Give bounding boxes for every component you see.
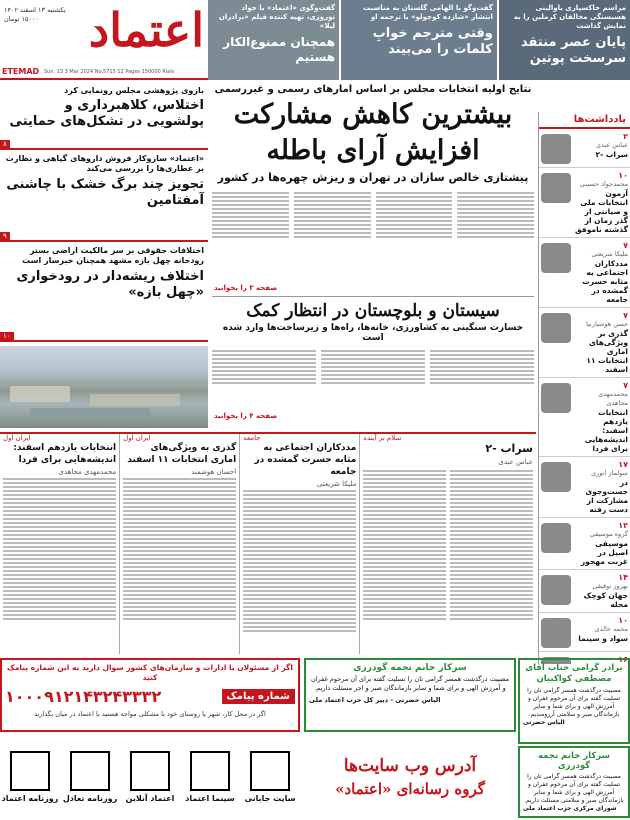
- sms-label: شماره پیامک: [222, 689, 295, 704]
- sidebar-note-text: [575, 573, 628, 609]
- column-4-title: انتخابات یازدهم اسفند: اندیشه‌هایی برای فردا: [13, 443, 117, 465]
- teaser-3-title: همچنان ممنوع‌الکار هستیم: [223, 35, 336, 64]
- teaser-3-kicker: گفت‌وگوی «اعتماد» با جواد نوروزی، تهیه کننده فیلم «برادران لیلا»: [218, 4, 336, 30]
- sidebar-note-page: ۱۶: [618, 655, 628, 664]
- masthead-issue-line: Sun. 13 3 Mar 2024 No.5715 12 Pages 150000 Rials: [44, 69, 175, 75]
- sidebar-note-item[interactable]: [539, 238, 630, 308]
- sidebar-note-title: گذری بر ویژگی‌های اماری انتخابات ۱۱ اسفند: [586, 329, 628, 374]
- second-continue[interactable]: صفحه ۴ را بخوانید: [214, 412, 278, 420]
- sidebar-note-author: بهروز توفیقی: [592, 582, 628, 590]
- sidebar-note-author: محمد خالدی: [594, 625, 628, 633]
- qr-site-2[interactable]: [181, 751, 239, 803]
- column-2-title: مددکاران اجتماعی به مثابه حسرت گمشده در جامعه: [254, 443, 357, 477]
- sidebar-note-author: گروه موسیقی: [589, 530, 628, 538]
- left-story-2-page: ۹: [0, 232, 10, 240]
- sidebar-note-title: در جست‌وجوی مشارکت از دست رفته: [585, 478, 628, 514]
- masthead-logo: اعتماد: [88, 3, 204, 57]
- sidebar-note-text: [575, 521, 628, 566]
- second-story: [212, 296, 534, 422]
- masthead: [0, 0, 208, 80]
- sidebar-note-text: [575, 241, 628, 304]
- second-sub: خسارت سنگینی به کشاورزی، خانه‌ها، راه‌ها و زیرساخت‌ها وارد شده است: [222, 323, 524, 343]
- sidebar-note-author: عباس عبدی: [595, 141, 628, 149]
- sidebar-notes: [538, 112, 630, 664]
- qr-label: سینما اعتماد: [185, 794, 235, 803]
- qr-code-icon: [10, 751, 50, 791]
- sidebar-note-author: سولماز انوری: [591, 469, 628, 477]
- sidebar-note-title: جهان کوچک محله: [583, 591, 628, 609]
- left-story-1[interactable]: [0, 84, 208, 150]
- left-story-1-title: اختلاس، کلاهبرداری و پولشویی در تشکل‌های حمایتی: [9, 98, 204, 129]
- sidebar-note-title: انتخابات یازدهم اسفند: اندیشه‌هایی برای فردا: [584, 408, 628, 453]
- lead-story: [212, 84, 534, 294]
- left-story-1-page: ۸: [0, 140, 10, 148]
- column-2[interactable]: [239, 434, 359, 654]
- sidebar-note-author: محمدجواد حسینی: [579, 180, 628, 188]
- sidebar-note-page: ۲: [623, 132, 628, 141]
- sidebar-note-title: مددکاران اجتماعی به مثابه حسرت‌ گمشده در جامعه: [582, 259, 628, 304]
- lead-title-1: بیشترین کاهش مشارکت: [233, 99, 513, 130]
- condolence-2-signer: الیاس حضرتی: [523, 719, 565, 726]
- column-3-tag: ایران اول: [123, 434, 151, 442]
- sidebar-note-text: [575, 381, 628, 453]
- qr-label: روزنامه تعادل: [62, 794, 118, 803]
- qr-codes: [0, 736, 300, 818]
- condolence-3-text: مصیبت درگذشت همسر گرامی تان را تسلیت گفته برای آن مرحوم غفران و آمرزش الهی و برای شما و سایر بازماندگان صبر و سلامتی مسئلت داریم.: [524, 773, 624, 804]
- second-title: سیستان و بلوچستان در انتظار کمک: [246, 301, 500, 321]
- author-portrait: [541, 134, 571, 164]
- sms-note: اگر در محل کار، شهر یا روستای خود با مشکلی مواجه هستید با اعتماد در میان بگذارید: [34, 710, 266, 718]
- sidebar-header: یادداشت‌ها: [539, 112, 630, 129]
- sms-head: اگر از مسئولان یا ادارات و سازمان‌های کشور سوال دارید به این شماره پیامک کنید: [7, 663, 293, 682]
- sidebar-note-item[interactable]: [539, 457, 630, 518]
- author-portrait: [541, 575, 571, 605]
- columns-row: [0, 432, 536, 654]
- qr-site-1[interactable]: [241, 751, 299, 803]
- author-portrait: [541, 462, 571, 492]
- masthead-date: یکشنبه ۱۳ اسفند ۱۴۰۲: [4, 6, 66, 14]
- sidebar-note-item[interactable]: [539, 168, 630, 238]
- column-3-title: گذری به ویژگی‌های اماری انتخابات ۱۱ اسفند: [127, 443, 237, 465]
- teaser-2[interactable]: [341, 0, 497, 80]
- column-3-author: احسان هوشمند: [191, 468, 237, 476]
- qr-site-3[interactable]: [121, 751, 179, 803]
- column-1-author: عباس عبدی: [498, 458, 533, 466]
- left-story-3[interactable]: [0, 242, 208, 342]
- qr-code-icon: [130, 751, 170, 791]
- sidebar-note-author: ملیکا شریعتی: [591, 250, 628, 258]
- teaser-3[interactable]: [208, 0, 339, 80]
- column-1[interactable]: [359, 434, 536, 654]
- teaser-1-kicker: مراسم خاکسپاری باوالینی هسیستگی مخالفان کرملین را به نمایش گذاشت: [513, 4, 626, 30]
- qr-label: سایت جابانی: [244, 794, 296, 803]
- top-teasers: [208, 0, 630, 80]
- condolence-2: [518, 658, 630, 744]
- sms-box: [0, 658, 300, 732]
- condolence-1-text: مصیبت درگذشت همسر گرامی تان را تسلیت گفته برای آن مرحوم غفران و آمرزش الهی و برای شما و سایر بازماندگان صبر و اجر مسئلت داریم.: [310, 675, 510, 692]
- qr-code-icon: [250, 751, 290, 791]
- condolence-3-title: سرکار خانم نجمه گودرزی: [538, 751, 610, 771]
- teaser-1-title: پایان عصر منتقد سرسخت پوتین: [521, 35, 626, 66]
- column-2-tag: جامعه: [243, 434, 261, 442]
- sidebar-note-page: ۱۰: [618, 616, 628, 625]
- sidebar-note-title: آزمون انتخابات ملی و صیانتی از گذر زمان از گذشته ناموفق: [575, 189, 628, 234]
- sidebar-note-page: ۱۲: [618, 521, 628, 530]
- left-story-3-title: اختلاف ریشه‌دار در رودخواری «چهل بازه»: [16, 269, 204, 300]
- sidebar-note-page: ۷: [623, 241, 628, 250]
- qr-label: اعتماد آنلاین: [125, 794, 175, 803]
- author-portrait: [541, 173, 571, 203]
- sidebar-note-author: محمدمهدی مجاهدی: [598, 390, 628, 407]
- sidebar-note-title: سراب -۲: [595, 150, 628, 159]
- masthead-latin: ETEMAD: [2, 67, 40, 76]
- website-ad: [304, 736, 516, 818]
- lead-continue[interactable]: صفحه ۳ را بخوانید: [214, 284, 278, 292]
- condolence-1: [304, 658, 516, 732]
- website-ad-title-1: آدرس وب سایت‌ها: [343, 756, 477, 776]
- author-portrait: [541, 383, 571, 413]
- left-story-2-title: تجویز چند برگ خشک با چاشنی آمفتامین: [6, 177, 204, 208]
- sidebar-note-page: ۷: [623, 381, 628, 390]
- sidebar-note-item[interactable]: [539, 570, 630, 613]
- teaser-2-title: وقتی مترجم خوابِ کلمات را می‌بیند: [372, 26, 493, 57]
- author-portrait: [541, 313, 571, 343]
- qr-code-icon: [190, 751, 230, 791]
- sidebar-note-text: [575, 171, 628, 234]
- sidebar-note-author: حسن هوشیارنیا: [586, 320, 628, 328]
- author-portrait: [541, 243, 571, 273]
- teaser-1[interactable]: [499, 0, 630, 80]
- qr-label: روزنامه اعتماد: [1, 794, 59, 803]
- sidebar-note-text: [575, 132, 628, 159]
- sidebar-note-item[interactable]: [539, 378, 630, 457]
- left-story-2-kicker: «اعتماد» سازوکار فروش داروهای گیاهی و نظارت بر عطاری‌ها را بررسی می‌کند: [5, 154, 204, 173]
- condolence-2-title: برادر گرامی جناب آقای مصطفی کواکبیان: [525, 663, 623, 684]
- sidebar-note-page: ۱۷: [618, 460, 628, 469]
- sidebar-note-item[interactable]: [539, 613, 630, 652]
- sidebar-list: [539, 129, 630, 664]
- qr-code-icon: [70, 751, 110, 791]
- column-4[interactable]: [0, 434, 119, 654]
- lead-title-2: افزایش آرای باطله: [266, 135, 480, 166]
- condolence-3-signer: شورای مرکزی حزب اعتماد ملی: [523, 805, 617, 812]
- sidebar-note-item[interactable]: [539, 129, 630, 168]
- condolence-1-signer: الیاس حضرتی - دبیر کل حزب اعتماد ملی: [309, 696, 441, 704]
- column-4-tag: ایران اول: [3, 434, 31, 442]
- website-ad-title-2: گروه رسانه‌ای «اعتماد»: [335, 780, 485, 798]
- teaser-2-kicker: گفت‌وگو با الهامی گلستان به مناسبت انتشار «شازده کوچولو» با ترجمه او: [363, 4, 493, 21]
- column-4-author: محمدمهدی مجاهدی: [58, 468, 117, 476]
- author-portrait: [541, 523, 571, 553]
- column-1-title: سراب -۲: [485, 442, 533, 455]
- left-stories: [0, 84, 208, 346]
- sidebar-note-title: سواد و سینما: [578, 634, 628, 643]
- left-story-3-page: ۱۰: [0, 332, 14, 340]
- sidebar-note-page: ۷: [623, 311, 628, 320]
- sidebar-note-page: ۱۰: [618, 171, 628, 180]
- qr-site-4[interactable]: [61, 751, 119, 803]
- condolence-2-text: مصیبت درگذشت همسر گرامی تان را تسلیت گفته برای آن مرحوم غفران و آمرزش الهی و برای شما و سایر بازماندگان صبر و سلامتی آرزومندیم.: [527, 687, 621, 718]
- flood-photo: [0, 346, 208, 428]
- masthead-price: ۱۵۰۰۰ تومان: [4, 15, 39, 23]
- sidebar-note-title: موسیقی اصیل در غربت مهجور: [580, 539, 628, 566]
- condolence-1-title: سرکار خانم نجمه گودرزی: [353, 663, 467, 673]
- column-2-author: ملیکا شریعتی: [316, 480, 357, 488]
- lead-sub: پیشتازی خالص سازان در تهران و ریزش چهره‌ها در کشور: [217, 171, 529, 184]
- sidebar-note-text: [575, 460, 628, 514]
- lead-body: [212, 190, 534, 240]
- sidebar-note-item[interactable]: [539, 308, 630, 378]
- left-story-1-kicker: بازوی پژوهشی مجلس رونمایی کرد: [64, 86, 204, 95]
- masthead-info: [4, 6, 74, 24]
- condolence-3: [518, 746, 630, 818]
- sidebar-note-text: [575, 616, 628, 643]
- sidebar-note-item[interactable]: [539, 518, 630, 570]
- sidebar-note-text: [575, 311, 628, 374]
- column-1-tag: سلام بر آینده: [363, 434, 402, 442]
- sidebar-note-page: ۱۴: [618, 573, 628, 582]
- qr-site-5[interactable]: [1, 751, 59, 803]
- author-portrait: [541, 618, 571, 648]
- column-3[interactable]: [119, 434, 239, 654]
- lead-kicker: نتایج اولیه انتخابات مجلس بر اساس آمارهای رسمی و غیررسمی: [214, 84, 532, 95]
- left-story-3-kicker: اختلافات حقوقی بر سر مالکیت اراضی بستر رودخانه چهل بازه مشهد همچنان خبرساز است: [22, 246, 204, 265]
- sms-number[interactable]: ۱۰۰۰۹۱۲۱۴۳۲۴۳۳۳۲: [5, 687, 162, 706]
- left-story-2[interactable]: [0, 150, 208, 242]
